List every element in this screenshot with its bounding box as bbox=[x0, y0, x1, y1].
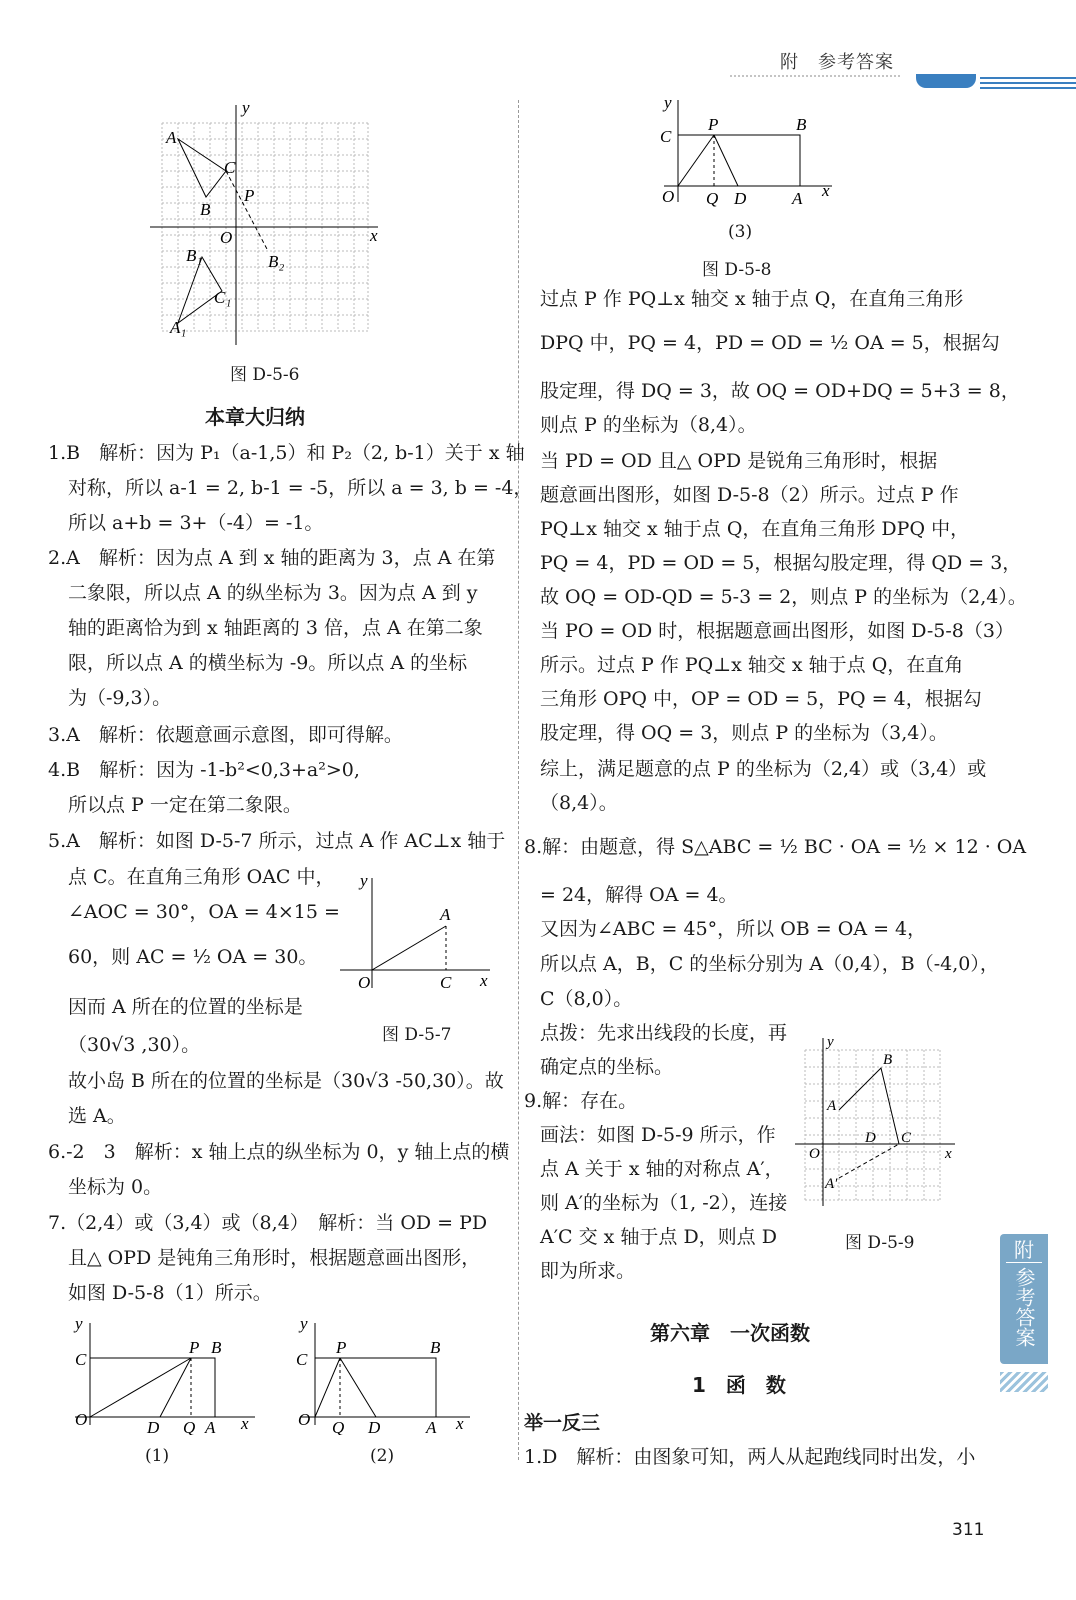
caption-d-5-8-1: (1) bbox=[145, 1446, 170, 1466]
right-line: 三角形 OPQ 中，OP = OD = 5，PQ = 4，根据勾 bbox=[540, 688, 982, 710]
section-title: 1 函 数 bbox=[692, 1373, 786, 1397]
label-x: x bbox=[370, 226, 378, 245]
figure-d-5-8-2 bbox=[290, 1315, 480, 1435]
left-line: 坐标为 0。 bbox=[68, 1176, 163, 1198]
figure-d-5-8-1 bbox=[65, 1315, 265, 1435]
label-c: C bbox=[224, 158, 236, 177]
label-p: P bbox=[244, 186, 255, 205]
right-line: = 24，解得 OA = 4。 bbox=[540, 884, 738, 906]
svg-text:x: x bbox=[241, 1414, 249, 1433]
left-line: 60，则 AC = ½ OA = 30。 bbox=[68, 946, 318, 968]
caption-d-5-7: 图 D-5-7 bbox=[382, 1025, 452, 1045]
left-line: 2.A 解析：因为点 A 到 x 轴的距离为 3，点 A 在第 bbox=[48, 547, 496, 569]
figure-d-5-9 bbox=[795, 1030, 965, 1210]
svg-text:O: O bbox=[298, 1410, 311, 1429]
right-line: 又因为∠ABC = 45°，所以 OB = OA = 4， bbox=[540, 918, 927, 940]
right-line: 8.解：由题意，得 S△ABC = ½ BC · OA = ½ × 12 · OA bbox=[524, 836, 1027, 858]
svg-text:D: D bbox=[734, 189, 747, 208]
appendix-tab-stripe bbox=[1000, 1372, 1048, 1392]
right-line: 则 A′的坐标为（1, -2），连接 bbox=[540, 1192, 788, 1214]
svg-text:A: A bbox=[426, 1418, 437, 1435]
label-o: O bbox=[220, 228, 233, 247]
label-c1: C₁ bbox=[214, 288, 232, 307]
svg-text:A′: A′ bbox=[825, 1176, 838, 1192]
svg-text:O: O bbox=[809, 1146, 820, 1162]
svg-text:C: C bbox=[296, 1350, 308, 1369]
caption-d-5-8-2: (2) bbox=[370, 1446, 395, 1466]
left-line: 4.B 解析：因为 -1-b²<0,3+a²>0, bbox=[48, 759, 360, 781]
right-line: 综上，满足题意的点 P 的坐标为（2,4）或（3,4）或 bbox=[540, 758, 987, 780]
left-line: 如图 D-5-8（1）所示。 bbox=[68, 1282, 272, 1304]
label-b2: B₂ bbox=[268, 252, 285, 271]
svg-text:A: A bbox=[827, 1098, 837, 1114]
caption-d-5-8: 图 D-5-8 bbox=[702, 260, 772, 280]
svg-text:D: D bbox=[368, 1418, 381, 1435]
appendix-tab bbox=[1000, 1234, 1048, 1364]
right-line: A′C 交 x 轴于点 D，则点 D bbox=[540, 1226, 777, 1248]
svg-text:O: O bbox=[662, 187, 675, 206]
svg-text:B: B bbox=[883, 1052, 893, 1068]
page-header bbox=[730, 44, 1076, 94]
triangle-abc bbox=[178, 139, 226, 197]
svg-text:y: y bbox=[827, 1034, 834, 1050]
svg-text:C: C bbox=[440, 973, 452, 992]
appendix-tab-line2: 参考答案 bbox=[1012, 1267, 1036, 1347]
svg-text:A: A bbox=[205, 1418, 216, 1435]
svg-text:y: y bbox=[75, 1315, 83, 1333]
svg-text:x: x bbox=[480, 971, 488, 990]
svg-text:B: B bbox=[430, 1338, 441, 1357]
svg-text:Q: Q bbox=[183, 1418, 196, 1435]
left-line: 轴的距离恰为到 x 轴距离的 3 倍，点 A 在第二象 bbox=[68, 617, 483, 639]
right-last-line: 1.D 解析：由图象可知，两人从起跑线同时出发，小 bbox=[524, 1446, 976, 1468]
svg-text:O: O bbox=[75, 1410, 88, 1429]
left-line: 二象限，所以点 A 的纵坐标为 3。因为点 A 到 y bbox=[68, 582, 478, 604]
left-section-title: 本章大归纳 bbox=[205, 405, 305, 429]
left-line: 所以 a+b = 3+（-4）= -1。 bbox=[68, 512, 324, 534]
figure-d-5-8-3 bbox=[650, 92, 840, 212]
right-line: 确定点的坐标。 bbox=[540, 1056, 674, 1078]
svg-text:x: x bbox=[945, 1146, 952, 1162]
svg-text:x: x bbox=[456, 1414, 464, 1433]
svg-text:C: C bbox=[901, 1130, 912, 1146]
left-line: 故小岛 B 所在的位置的坐标是（30√3 -50,30）。故 bbox=[68, 1070, 504, 1092]
svg-text:x: x bbox=[822, 181, 830, 200]
svg-text:P: P bbox=[189, 1338, 200, 1357]
right-line: DPQ 中，PQ = 4，PD = OD = ½ OA = 5，根据勾 bbox=[540, 332, 1000, 354]
caption-d-5-6: 图 D-5-6 bbox=[230, 365, 300, 385]
label-a1: A₁ bbox=[170, 318, 187, 337]
right-line: 点拨：先求出线段的长度，再 bbox=[540, 1022, 788, 1044]
caption-d-5-9: 图 D-5-9 bbox=[845, 1233, 915, 1253]
chapter-title: 第六章 一次函数 bbox=[650, 1321, 810, 1345]
svg-text:O: O bbox=[358, 973, 371, 992]
left-line: 5.A 解析：如图 D-5-7 所示，过点 A 作 AC⊥x 轴于 bbox=[48, 830, 506, 852]
figure-d-5-6 bbox=[150, 95, 390, 355]
left-line: 选 A。 bbox=[68, 1105, 126, 1127]
left-line: 1.B 解析：因为 P₁（a-1,5）和 P₂（2, b-1）关于 x 轴 bbox=[48, 442, 525, 464]
svg-text:y: y bbox=[300, 1315, 308, 1333]
right-line: 点 A 关于 x 轴的对称点 A′， bbox=[540, 1158, 784, 1180]
appendix-tab-line1: 附 bbox=[1006, 1234, 1042, 1263]
left-line: 6.-2 3 解析：x 轴上点的纵坐标为 0，y 轴上点的横 bbox=[48, 1141, 510, 1163]
right-line: C（8,0）。 bbox=[540, 988, 633, 1010]
subhead: 举一反三 bbox=[524, 1412, 601, 1434]
right-line: 9.解：存在。 bbox=[524, 1090, 638, 1112]
right-line: 则点 P 的坐标为（8,4）。 bbox=[540, 414, 757, 436]
right-line: 过点 P 作 PQ⊥x 轴交 x 轴于点 Q，在直角三角形 bbox=[540, 288, 964, 310]
column-divider bbox=[518, 100, 519, 1460]
right-line: 股定理，得 OQ = 3，则点 P 的坐标为（3,4）。 bbox=[540, 722, 948, 744]
left-line: 点 C。在直角三角形 OAC 中， bbox=[68, 866, 335, 888]
svg-text:P: P bbox=[708, 115, 719, 134]
label-y: y bbox=[242, 98, 250, 117]
svg-text:C: C bbox=[75, 1350, 87, 1369]
right-line: 题意画出图形，如图 D-5-8（2）所示。过点 P 作 bbox=[540, 484, 959, 506]
header-decoration bbox=[730, 74, 1076, 94]
svg-text:y: y bbox=[360, 871, 368, 890]
svg-text:Q: Q bbox=[332, 1418, 345, 1435]
right-line: PQ⊥x 轴交 x 轴于点 Q，在直角三角形 DPQ 中， bbox=[540, 518, 970, 540]
right-line: 所以点 A，B，C 的坐标分别为 A（0,4），B（-4,0）， bbox=[540, 953, 999, 975]
left-line: 所以点 P 一定在第二象限。 bbox=[68, 794, 302, 816]
svg-text:A: A bbox=[440, 905, 451, 924]
right-line: 画法：如图 D-5-9 所示，作 bbox=[540, 1124, 776, 1146]
label-b1: B₁ bbox=[186, 246, 203, 265]
page-number: 311 bbox=[952, 1520, 985, 1540]
left-line: 3.A 解析：依题意画示意图，即可得解。 bbox=[48, 724, 403, 746]
right-line: 股定理，得 DQ = 3，故 OQ = OD+DQ = 5+3 = 8， bbox=[540, 380, 1020, 402]
svg-text:Q: Q bbox=[706, 189, 719, 208]
right-line: （8,4）。 bbox=[540, 792, 618, 814]
svg-text:B: B bbox=[796, 115, 807, 134]
svg-text:C: C bbox=[660, 127, 672, 146]
left-line: ∠AOC = 30°，OA = 4×15 = bbox=[68, 901, 340, 923]
header-label: 附 参考答案 bbox=[780, 52, 894, 73]
right-line: 故 OQ = OD-QD = 5-3 = 2，则点 P 的坐标为（2,4）。 bbox=[540, 586, 1027, 608]
svg-text:B: B bbox=[211, 1338, 222, 1357]
right-line: 即为所求。 bbox=[540, 1260, 636, 1282]
svg-text:D: D bbox=[147, 1418, 160, 1435]
right-line: 所示。过点 P 作 PQ⊥x 轴交 x 轴于点 Q，在直角 bbox=[540, 654, 964, 676]
left-line: 因而 A 所在的位置的坐标是 bbox=[68, 996, 303, 1018]
caption-d-5-8-3: (3) bbox=[728, 222, 753, 242]
left-line: 为（-9,3）。 bbox=[68, 687, 172, 709]
right-line: 当 PO = OD 时，根据题意画出图形，如图 D-5-8（3） bbox=[540, 620, 1014, 642]
left-line: 且△ OPD 是钝角三角形时，根据题意画出图形， bbox=[68, 1247, 481, 1269]
left-line: 7.（2,4）或（3,4）或（8,4） 解析：当 OD = PD bbox=[48, 1212, 488, 1234]
svg-text:A: A bbox=[792, 189, 803, 208]
left-line: （30√3 ,30）。 bbox=[68, 1034, 201, 1056]
label-a: A bbox=[166, 128, 177, 147]
svg-text:y: y bbox=[664, 93, 672, 112]
right-line: 当 PD = OD 且△ OPD 是锐角三角形时，根据 bbox=[540, 450, 938, 472]
right-line: PQ = 4，PD = OD = 5，根据勾股定理，得 QD = 3， bbox=[540, 552, 1022, 574]
label-b: B bbox=[200, 200, 211, 219]
left-line: 限，所以点 A 的横坐标为 -9。所以点 A 的坐标 bbox=[68, 652, 468, 674]
left-line: 对称，所以 a-1 = 2, b-1 = -5，所以 a = 3, b = -4， bbox=[68, 477, 533, 499]
figure-d-5-7 bbox=[340, 870, 500, 1000]
svg-text:D: D bbox=[865, 1130, 876, 1146]
svg-text:P: P bbox=[336, 1338, 347, 1357]
